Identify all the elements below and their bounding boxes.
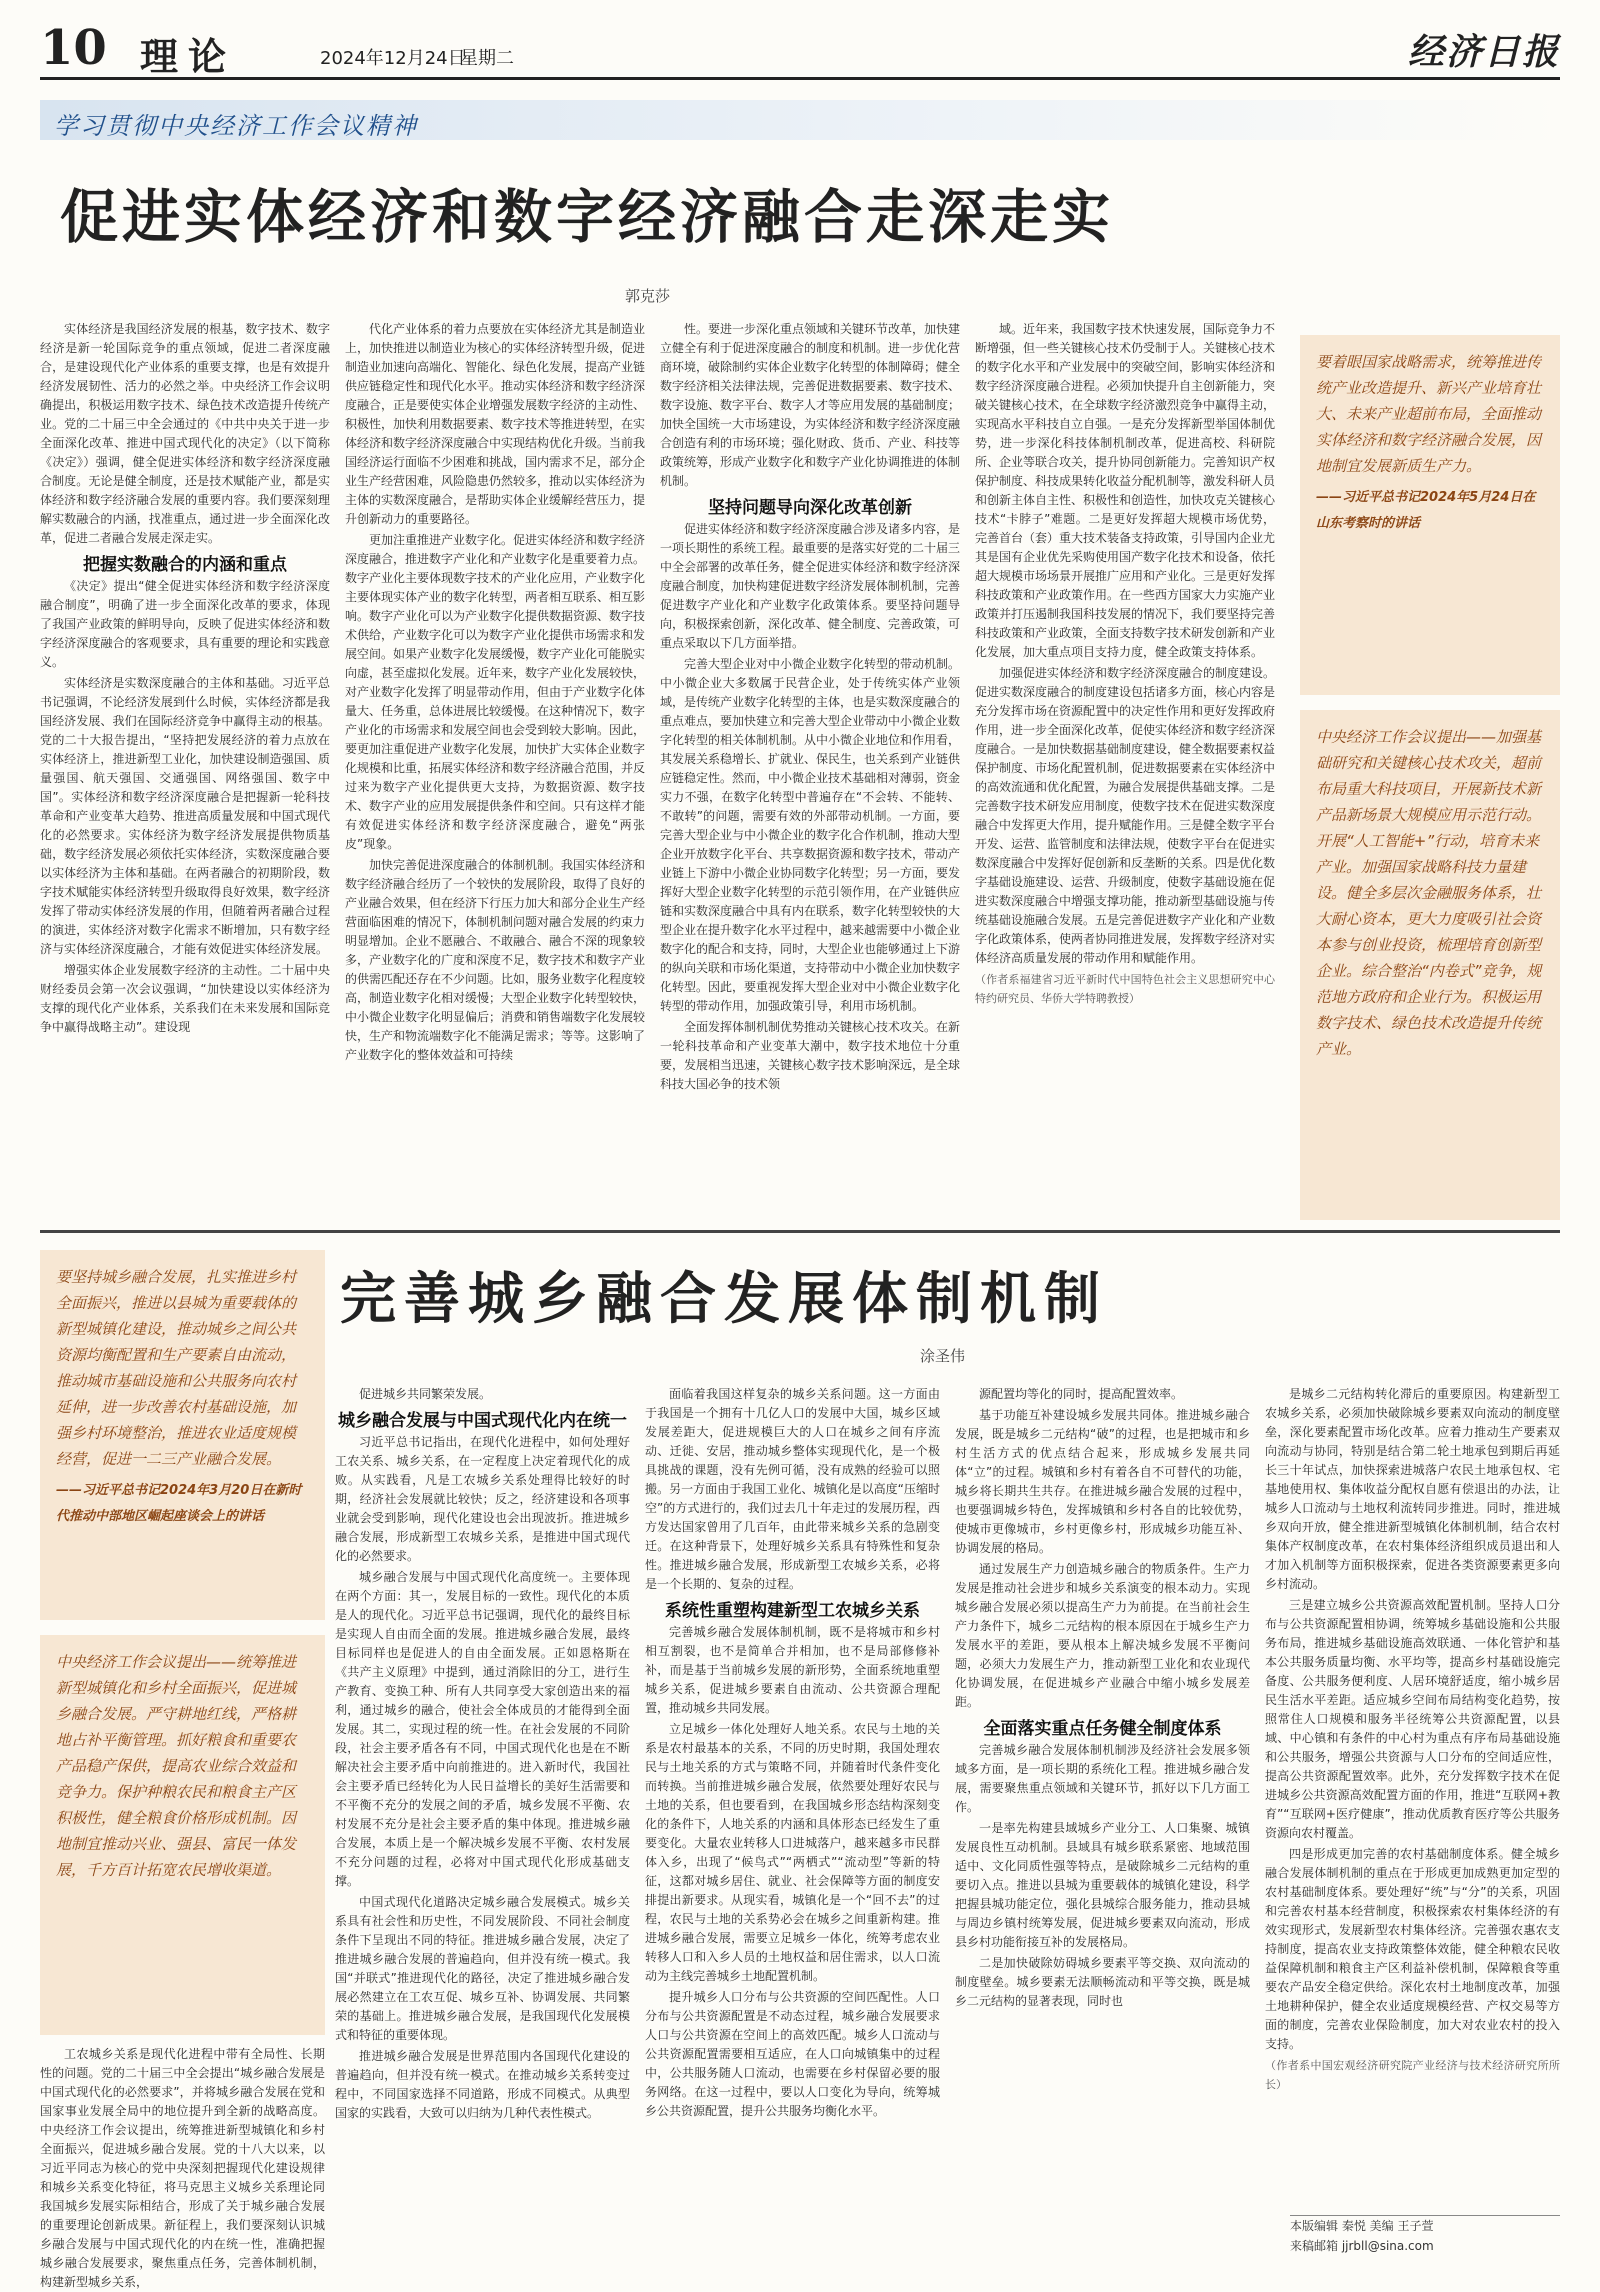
paragraph: 实体经济是实数深度融合的主体和基础。习近平总书记强调，不论经济发展到什么时候，实体经济都是我国经济发展、我们在国际经济竞争中赢得主动的根基。党的二十大报告提出，“坚持把发展经济的着力点放在实体经济上，推进新型工业化，加快建设制造强国、质量强国、航天强国、交通强国、网络强国、数字中国”。实体经济和数字经济深度融合是把握新一轮科技革命和产业变革大趋势、推进高质量发展和中国式现代化的必然要求。实体经济为数字经济发展提供物质基础，数字经济发展必须依托实体经济，实数深度融合要以实体经济为主体和基础。在两者融合的初期阶段，数字技术赋能实体经济转型升级取得良好效果，数字经济发挥了带动实体经济发展的作用，但随着两者融合过程的演进，实体经济对数字化需求不断增加，只有数字经济与实体经济深度融合，才能有效促进实体经济发展。 — [40, 676, 330, 956]
article2-column-1 — [40, 2045, 325, 2289]
paragraph: 三是建立城乡公共资源高效配置机制。坚持人口分布与公共资源配置相协调，统筹城乡基础设施和公共服务布局，推进城乡基础设施高效联通、一体化管护和基本公共服务质量均衡、水平均等，提高乡村基础设施完备度、公共服务便利度、人居环境舒适度，缩小城乡居民生活水平差距。适应城乡空间布局结构变化趋势，按照常住人口规模和服务半径统筹公共资源配置，以县域、中心镇和有条件的中心村为重点有序布局基础设施和公共服务，增强公共资源与人口分布的空间适应性，提高公共资源配置效率。此外，充分发挥数字技术在促进城乡公共资源高效配置方面的作用，推进“互联网+教育”“互联网+医疗健康”，推动优质教育医疗等公共服务资源向农村覆盖。 — [1265, 1598, 1560, 1840]
newspaper-logo: 经济日报 — [1407, 31, 1560, 73]
quote-text: 要着眼国家战略需求，统筹推进传统产业改造提升、新兴产业培育壮大、未来产业超前布局，全面推动实体经济和数字经济融合发展，因地制宜发展新质生产力。 — [1316, 353, 1542, 475]
article2-column-5 — [1265, 1385, 1560, 2205]
author-note: （作者系中国宏观经济研究院产业经济与技术经济研究所所长） — [1265, 2059, 1560, 2091]
paragraph: 通过发展生产力创造城乡融合的物质条件。生产力发展是推动社会进步和城乡关系演变的根本动力。实现城乡融合发展必须以提高生产力为前提。在当前社会生产力条件下，城乡二元结构的根本原因在于城乡生产力发展水平的差距，要从根本上解决城乡发展不平衡问题，必须大力发展生产力，推动新型工业化和农业现代化协调发展，在促进城乡产业融合中缩小城乡发展差距。 — [955, 1562, 1250, 1709]
publication-weekday: 星期二 — [460, 48, 514, 69]
article1-column-1 — [40, 320, 330, 1220]
page-number: 10 — [40, 20, 107, 76]
article2-subhead-3: 全面落实重点任务健全制度体系 — [983, 1719, 1222, 1739]
paragraph: 是城乡二元结构转化滞后的重要原因。构建新型工农城乡关系，必须加快破除城乡要素双向流动的制度壁垒，深化要素配置市场化改革。应着力推动生产要素双向流动与协同，特别是结合第二轮土地承包到期后再延长三十年试点，加快探索进城落户农民土地承包权、宅基地使用权、集体收益分配权自愿有偿退出的办法，让城乡人口流动与土地权利流转同步推进。同时，推进城乡双向开放，健全推进新型城镇化体制机制，结合农村集体产权制度改革，在农村集体经济组织成员退出和人才加入机制等方面积极探索，促进各类资源要素更多向乡村流动。 — [1265, 1387, 1560, 1591]
article-divider — [40, 1230, 1560, 1233]
paragraph: 性。要进一步深化重点领域和关键环节改革，加快建立健全有利于促进深度融合的制度和机制。进一步优化营商环境，破除制约实体企业数字化转型的体制障碍；健全数字经济相关法律法规，完善促进数据要素、数字技术、数字设施、数字平台、数字人才等应用发展的基础制度；加快全国统一大市场建设，为实体经济和数字经济深度融合创造有利的市场环境；强化财政、货币、产业、科技等政策统筹，形成产业数字化和数字产业化协调推进的体制机制。 — [660, 322, 961, 488]
paragraph: 一是率先构建县域城乡产业分工、人口集聚、城镇发展良性互动机制。县域具有城乡联系紧密、地域范围适中、文化同质性强等特点，是破除城乡二元结构的重要切入点。推进以县城为重要载体的城镇化建设，科学把握县城功能定位，强化县城综合服务能力，推动县城与周边乡镇村统筹发展，促进城乡要素双向流动，形成县乡村功能衔接互补的发展格局。 — [955, 1821, 1250, 1949]
article1-column-3 — [660, 320, 960, 1220]
article2-column-4 — [955, 1385, 1250, 2260]
paragraph: 提升城乡人口分布与公共资源的空间匹配性。人口分布与公共资源配置是不动态过程，城乡融合发展要求人口与公共资源在空间上的高效匹配。城乡人口流动与公共资源配置需要相互适应，在人口向城镇集中的过程中，公共服务随人口流动，也需要在乡村保留必要的服务网络。在这一过程中，要以人口变化为导向，统筹城乡公共资源配置，提升公共服务均衡化水平。 — [645, 1990, 940, 2118]
page-footer — [1290, 2215, 1560, 2257]
paragraph: 立足城乡一体化处理好人地关系。农民与土地的关系是农村最基本的关系，不同的历史时期，我国处理农民与土地关系的方式与策略不同，并随着时代条件变化而转换。当前推进城乡融合发展，依然要处理好农民与土地的关系，但也要看到，在我国城乡形态结构深刻变化的条件下，人地关系的内涵和具体形态已经发生了重要变化。大量农业转移人口进城落户，越来越多市民群体入乡，出现了“候鸟式”“两栖式”“流动型”等新的特征，这都对城乡居住、就业、社会保障等方面的制度安排提出新要求。从现实看，城镇化是一个“回不去”的过程，农民与土地的关系势必会在城乡之间重新构建。推进城乡融合发展，需要立足城乡一体化，统筹考虑农业转移人口和入乡人员的土地权益和居住需求，以人口流动为主线完善城乡土地配置机制。 — [645, 1722, 940, 1983]
paragraph: 《决定》提出“健全促进实体经济和数字经济深度融合制度”，明确了进一步全面深化改革的要求，体现了我国产业政策的鲜明导向，反映了促进实体经济和数字经济深度融合的客观要求，具有重要的理论和实践意义。 — [40, 579, 330, 669]
paragraph: 促进实体经济和数字经济深度融合涉及诸多内容，是一项长期性的系统工程。最重要的是落实好党的二十届三中全会部署的改革任务，健全促进实体经济和数字经济深度融合制度，加快构建促进数字经济发展体制机制，完善促进数字产业化和产业数字化政策体系。要坚持问题导向，积极探索创新，深化改革、健全制度、完善政策，可重点采取以下几方面举措。 — [660, 522, 961, 650]
quote-text: 要坚持城乡融合发展，扎实推进乡村全面振兴，推进以县城为重要载体的新型城镇化建设，推动城乡之间公共资源均衡配置和生产要素自由流动，推动城市基础设施和公共服务向农村延伸，进一步改善农村基础设施，加强乡村环境整治，推进农业适度规模经营，促进一二三产业融合发展。 — [56, 1268, 297, 1468]
paragraph: 四是形成更加完善的农村基础制度体系。健全城乡融合发展体制机制的重点在于形成更加成熟更加定型的农村基础制度体系。要处理好“统”与“分”的关系，巩固和完善农村基本经营制度，积极探索农村集体经济的有效实现形式，发展新型农村集体经济。完善强农惠农支持制度，提高农业支持政策整体效能，健全种粮农民收益保障机制和粮食主产区利益补偿机制，保障粮食等重要农产品安全稳定供给。深化农村土地制度改革，加强土地耕种保护，健全农业适度规模经营、产权交易等方面的制度，完善农业保险制度，加大对农业农村的投入支持。 — [1265, 1847, 1560, 2051]
paragraph: 城乡融合发展与中国式现代化高度统一。主要体现在两个方面：其一，发展目标的一致性。现代化的本质是人的现代化。习近平总书记强调，现代化的最终目标是实现人自由而全面的发展。推进城乡融合发展，最终目标同样也是促进人的自由全面发展。正如恩格斯在《共产主义原理》中提到，通过消除旧的分工，进行生产教育、变换工种、所有人共同享受大家创造出来的福利，通过城乡的融合，使社会全体成员的才能得到全面发展。其二，实现过程的统一性。在社会发展的不同阶段，社会主要矛盾各有不同，中国式现代化也是在不断解决社会主要矛盾中向前推进的。进入新时代，我国社会主要矛盾已经转化为人民日益增长的美好生活需要和不平衡不充分的发展之间的矛盾，城乡发展不平衡、农村发展不充分是社会主要矛盾的集中体现。推进城乡融合发展，本质上是一个解决城乡发展不平衡、农村发展不充分问题的过程，必将对中国式现代化形成基础支撑。 — [335, 1570, 630, 1888]
paragraph: 加快完善促进深度融合的体制机制。我国实体经济和数字经济融合经历了一个较快的发展阶段，取得了良好的产业融合效果，但在经济下行压力加大和部分企业生产经营面临困难的情况下，体制机制问题对融合发展的约束力明显增加。企业不愿融合、不敢融合、融合不深的现象较多，产业数字化的广度和深度不足，数字技术和数字产业的供需匹配还存在不少问题。比如，服务业数字化程度较高，制造业数字化相对缓慢；大型企业数字化转型较快，中小微企业数字化明显偏后；消费和销售端数字化发展较快，生产和物流端数字化不能满足需求；等等。这影响了产业数字化的整体效益和可持续 — [345, 858, 646, 1062]
paragraph: 推进城乡融合发展是世界范围内各国现代化建设的普遍趋向，但并没有统一模式。在推动城乡关系转变过程中，不同国家选择不同道路，形成不同模式。从典型国家的实践看，大致可以归纳为几种代表性模式。 — [335, 2049, 630, 2120]
article2-column-2 — [335, 1385, 630, 2260]
article1-byline: 郭克莎 — [625, 287, 671, 305]
paragraph: 完善城乡融合发展体制机制涉及经济社会发展多领域多方面，是一项长期的系统化工程。推进城乡融合发展，需要聚焦重点领域和关键环节，抓好以下几方面工作。 — [955, 1743, 1250, 1814]
paragraph: 完善大型企业对中小微企业数字化转型的带动机制。中小微企业大多数属于民营企业，处于传统实体产业领域，是传统产业数字化转型的主体，也是实数深度融合的重点难点，要加快建立和完善大型企业带动中小微企业数字化转型的相关体制机制。从中小微企业地位和作用看，其发展关系稳增长、扩就业、保民生，也关系到产业链供应链稳定性。然而，中小微企业技术基础相对薄弱，资金实力不强，在数字化转型中普遍存在“不会转、不能转、不敢转”的问题，需要有效的外部带动机制。一方面，要完善大型企业与中小微企业的数字化合作机制，推动大型企业开放数字化平台、共享数据资源和数字技术，带动产业链上下游中小微企业协同数字化转型；另一方面，要发挥好大型企业数字化转型的示范引领作用，在产业链供应链和实数深度融合中具有内在联系，数字化转型较快的大型企业在提升数字化水平过程中，越来越需要中小微企业数字化的配合和支持，同时，大型企业也能够通过上下游的纵向关联和市场化渠道，支持带动中小微企业加快数字化转型。因此，要重视发挥大型企业对中小微企业数字化转型的带动作用，加强政策引导，利用市场机制。 — [660, 657, 961, 1013]
article1-quote-box-1 — [1300, 335, 1560, 695]
article1-subhead-1: 把握实数融合的内涵和重点 — [83, 555, 287, 575]
paragraph: 域。近年来，我国数字技术快速发展，国际竞争力不断增强，但一些关键核心技术仍受制于人。关键核心技术的数字化水平和产业发展中的突破空间，影响实体经济和数字经济深度融合进程。必须加快提升自主创新能力，突破关键核心技术，在全球数字经济激烈竞争中赢得主动，实现高水平科技自立自强。一是充分发挥新型举国体制优势，进一步深化科技体制机制改革，促进高校、科研院所、企业等联合攻关，提升协同创新能力。完善知识产权保护制度、科技成果转化收益分配机制等，激发科研人员和创新主体自主性、积极性和创造性，加快攻克关键核心技术“卡脖子”难题。二是更好发挥超大规模市场优势，完善首台（套）重大技术装备支持政策，引导国内企业尤其是国有企业优先采购使用国产数字化技术和设备，依托超大规模市场场景开展推广应用和产业化。三是更好发挥科技政策和产业政策作用。在一些西方国家大力实施产业政策并打压遏制我国科技发展的情况下，我们要坚持完善科技政策和产业政策，全面支持数字技术研发创新和产业化发展，加大重点项目支持力度，健全政策支持体系。 — [975, 322, 1276, 659]
paragraph: 增强实体企业发展数字经济的主动性。二十届中央财经委员会第一次会议强调，“加快建设以实体经济为支撑的现代化产业体系，关系我们在未来发展和国际竞争中赢得战略主动”。建设现 — [40, 963, 330, 1034]
paragraph: 完善城乡融合发展体制机制，既不是将城市和乡村相互割裂，也不是简单合并相加，也不是局部修修补补，而是基于当前城乡发展的新形势，全面系统地重塑城乡关系，促进城乡要素自由流动、公共资源合理配置，推动城乡共同发展。 — [645, 1625, 940, 1715]
quote-source: ——习近平总书记2024年5月24日在山东考察时的讲话 — [1316, 490, 1536, 531]
quote-source: ——习近平总书记2024年3月20日在新时代推动中部地区崛起座谈会上的讲话 — [56, 1483, 302, 1524]
article2-column-3 — [645, 1385, 940, 2260]
series-banner — [40, 100, 1560, 140]
article1-column-2 — [345, 320, 645, 1220]
editor-credits: 本版编辑 秦悦 美编 王子萱 — [1290, 2219, 1434, 2233]
paragraph: 代化产业体系的着力点要放在实体经济尤其是制造业上，加快推进以制造业为核心的实体经济转型升级，促进制造业加速向高端化、智能化、绿色化发展，提高产业链供应链稳定性和现代化水平。推动实体经济和数字经济深度融合，正是要使实体企业增强发展数字经济的主动性、积极性，加快利用数据要素、数字技术等推进转型，在实体经济和数字经济深度融合中实现结构优化升级。当前我国经济运行面临不少困难和挑战，国内需求不足，部分企业生产经营困难，风险隐患仍然较多，推动以实体经济为主体的实数深度融合，是帮助实体企业缓解经营压力，提升创新动力的重要路径。 — [345, 322, 646, 526]
paragraph: 实体经济是我国经济发展的根基，数字技术、数字经济是新一轮国际竞争的重点领域，促进二者深度融合，是建设现代化产业体系的重要支撑，也是有效提升经济发展韧性、活力的必然之举。中央经济工作会议明确提出，积极运用数字技术、绿色技术改造提升传统产业。党的二十届三中全会通过的《中共中央关于进一步全面深化改革、推进中国式现代化的决定》（以下简称《决定》）强调，健全促进实体经济和数字经济深度融合制度。无论是健全制度，还是技术赋能产业，都是实体经济和数字经济融合发展的重要内容。我们要深刻理解实数融合的内涵，找准重点，通过进一步全面深化改革，促进二者融合发展走深走实。 — [40, 322, 330, 545]
article1-subhead-2: 坚持问题导向深化改革创新 — [708, 498, 912, 518]
paragraph: 习近平总书记指出，在现代化进程中，如何处理好工农关系、城乡关系，在一定程度上决定着现代化的成败。从实践看，凡是工农城乡关系处理得比较好的时期，经济社会发展就比较快；反之，经济建设和各项事业就会受到影响，现代化建设也会出现波折。推进城乡融合发展，形成新型工农城乡关系，是推进中国式现代化的必然要求。 — [335, 1435, 630, 1563]
paragraph: 源配置均等化的同时，提高配置效率。 — [979, 1387, 1184, 1401]
article2-byline: 涂圣伟 — [920, 1347, 966, 1365]
paragraph: 更加注重推进产业数字化。促进实体经济和数字经济深度融合，推进数字产业化和产业数字化是重要着力点。数字产业化主要体现数字技术的产业化应用，产业数字化主要体现实体产业的数字化转型，两者相互联系、相互影响。数字产业化可以为产业数字化提供数据资源、数字技术供给，产业数字化可以为数字产业化提供市场需求和发展空间。如果产业数字化发展缓慢，数字产业化可能脱实向虚，甚至虚拟化发展。近年来，数字产业化发展较快，对产业数字化发挥了明显带动作用，但由于产业数字化体量大、任务重，总体进展比较缓慢。在这种情况下，数字产业化的市场需求和发展空间也会受到较大影响。因此，要更加注重促进产业数字化发展，加快扩大实体企业数字化规模和比重，拓展实体经济和数字经济融合范围，并反过来为数字产业化提供更大支持，为数据资源、数字技术、数字产业的应用发展提供条件和空间。只有这样才能有效促进实体经济和数字经济深度融合，避免“两张皮”现象。 — [345, 533, 646, 851]
quote-text: 中央经济工作会议提出——统筹推进新型城镇化和乡村全面振兴，促进城乡融合发展。严守耕地红线，严格耕地占补平衡管理。抓好粮食和重要农产品稳产保供，提高农业综合效益和竞争力。保护种粮农民和粮食主产区积极性，健全粮食价格形成机制。因地制宜推动兴业、强县、富民一体发展，千方百计拓宽农民增收渠道。 — [56, 1653, 297, 1879]
article2-quote-box-2 — [40, 1635, 325, 2035]
paragraph: 中国式现代化道路决定城乡融合发展模式。城乡关系具有社会性和历史性，不同发展阶段、不同社会制度条件下呈现出不同的特征。推进城乡融合发展，决定了推进城乡融合发展的普遍趋向，但并没有统一模式。我国“并联式”推进现代化的路径，决定了推进城乡融合发展必然建立在工农互促、城乡互补、协调发展、共同繁荣的基础上。推进城乡融合发展，是我国现代化发展模式和特征的重要体现。 — [335, 1895, 630, 2042]
paragraph: 促进城乡共同繁荣发展。 — [359, 1387, 492, 1401]
article2-subhead-1: 城乡融合发展与中国式现代化内在统一 — [338, 1411, 627, 1431]
article2-subhead-2: 系统性重塑构建新型工农城乡关系 — [665, 1601, 920, 1621]
paragraph: 全面发挥体制机制优势推动关键核心技术攻关。在新一轮科技革命和产业变革大潮中，数字技术地位十分重要，发展相当迅速，关键核心数字技术影响深远，是全球科技大国必争的技术领 — [660, 1020, 961, 1091]
paragraph: 基于功能互补建设城乡发展共同体。推进城乡融合发展，既是城乡二元结构“破”的过程，也是把城市和乡村生活方式的优点结合起来，形成城乡发展共同体“立”的过程。城镇和乡村有着各自不可替代的功能，城乡将长期共生共存。在推进城乡融合发展的过程中，也要强调城乡特色，发挥城镇和乡村各自的比较优势，使城市更像城市，乡村更像乡村，形成城乡功能互补、协调发展的格局。 — [955, 1408, 1250, 1555]
paragraph: 加强促进实体经济和数字经济深度融合的制度建设。促进实数深度融合的制度建设包括诸多方面，核心内容是充分发挥市场在资源配置中的决定性作用和更好发挥政府作用，进一步全面深化改革，促使实体经济和数字经济深度融合。一是加快数据基础制度建设，健全数据要素权益保护制度、市场化配置机制，促进数据要素在实体经济中的高效流通和优化配置，为融合发展提供基础支撑。二是完善数字技术研发应用制度，使数字技术在促进实数深度融合中发挥更大作用，提升赋能作用。三是健全数字平台开发、运营、监管制度和法律法规，使数字平台在促进实数深度融合中发挥好促创新和反垄断的关系。四是优化数字基础设施建设、运营、升级制度，使数字基础设施在促进实数深度融合中增强支撑功能，推动新型基础设施与传统基础设施融合发展。五是完善促进数字产业化和产业数字化政策体系，使两者协同推进发展，发挥数字经济对实体经济高质量发展的带动作用和赋能作用。 — [975, 666, 1276, 965]
paragraph: 面临着我国这样复杂的城乡关系问题。这一方面由于我国是一个拥有十几亿人口的发展中大国，城乡区域发展差距大，促进规模巨大的人口在城乡之间有序流动、迁徙、安居，推动城乡整体实现现代化，是一个极具挑战的课题，没有先例可循，没有成熟的经验可以照搬。另一方面由于我国工业化、城镇化是以高度“压缩时空”的方式进行的，我们过去几十年走过的发展历程，西方发达国家曾用了几百年，由此带来城乡关系的急剧变迁。在这种背景下，处理好城乡关系具有特殊性和复杂性。推进城乡融合发展，形成新型工农城乡关系，必将是一个长期的、复杂的过程。 — [645, 1387, 940, 1591]
article1-headline: 促进实体经济和数字经济融合走深走实 — [60, 183, 1115, 251]
article1-quote-box-2 — [1300, 710, 1560, 1220]
article2-quote-box-1 — [40, 1250, 325, 1620]
page-masthead — [40, 20, 1560, 80]
article2-headline: 完善城乡融合发展体制机制 — [340, 1267, 1108, 1332]
paragraph: 工农城乡关系是现代化进程中带有全局性、长期性的问题。党的二十届三中全会提出“城乡融合发展是中国式现代化的必然要求”，并将城乡融合发展在党和国家事业发展全局中的地位提升到全新的战略高度。中央经济工作会议提出，统筹推进新型城镇化和乡村全面振兴，促进城乡融合发展。党的十八大以来，以习近平同志为核心的党中央深刻把握现代化建设规律和城乡关系变化特征，将马克思主义城乡关系理论同我国城乡发展实际相结合，形成了关于城乡融合发展的重要理论创新成果。新征程上，我们要深刻认识城乡融合发展与中国式现代化的内在统一性，准确把握城乡融合发展要求，聚焦重点任务，完善体制机制，构建新型城乡关系， — [40, 2047, 325, 2289]
publication-date: 2024年12月24日 — [320, 48, 466, 69]
submission-email: 来稿邮箱 jjrbll@sina.com — [1290, 2239, 1434, 2253]
article1-column-4 — [975, 320, 1275, 1220]
paragraph: 二是加快破除妨碍城乡要素平等交换、双向流动的制度壁垒。城乡要素无法顺畅流动和平等交换，既是城乡二元结构的显著表现，同时也 — [955, 1956, 1250, 2008]
author-note: （作者系福建省习近平新时代中国特色社会主义思想研究中心特约研究员、华侨大学特聘教授） — [975, 973, 1275, 1005]
quote-text: 中央经济工作会议提出——加强基础研究和关键核心技术攻关，超前布局重大科技项目，开展新技术新产品新场景大规模应用示范行动。开展“人工智能+”行动，培育未来产业。加强国家战略科技力量建设。健全多层次金融服务体系，壮大耐心资本，更大力度吸引社会资本参与创业投资，梳理培育创新型企业。综合整治“内卷式”竞争，规范地方政府和企业行为。积极运用数字技术、绿色技术改造提升传统产业。 — [1316, 728, 1542, 1058]
section-name: 理论 — [140, 34, 237, 79]
series-title: 学习贯彻中央经济工作会议精神 — [54, 112, 418, 140]
